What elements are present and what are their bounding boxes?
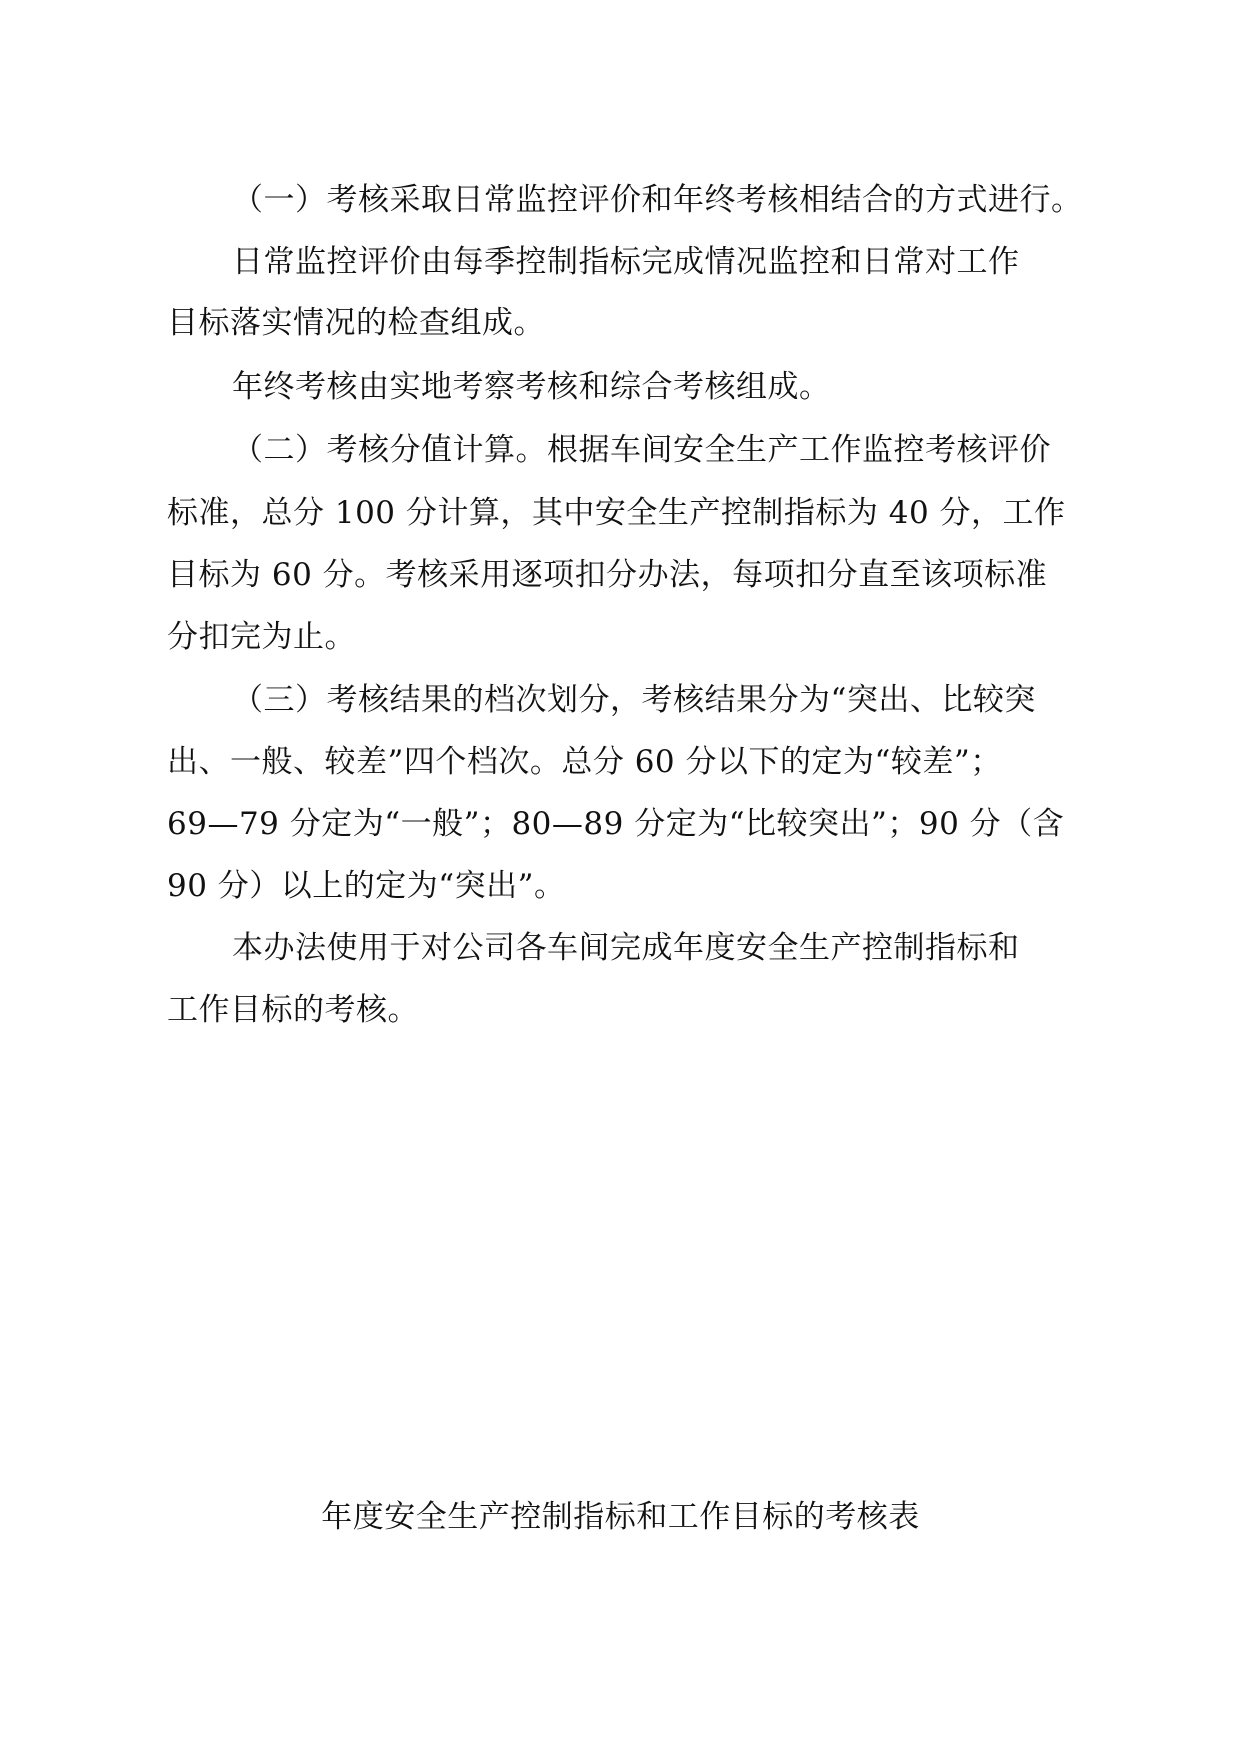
paragraph-line: 出、一般、较差”四个档次。总分 60 分以下的定为“较差”； [167,744,1002,780]
paragraph-line: 日常监控评价由每季控制指标完成情况监控和日常对工作 [232,244,1020,280]
table-title: 年度安全生产控制指标和工作目标的考核表 [321,1499,920,1535]
paragraph-line: 标准，总分 100 分计算，其中安全生产控制指标为 40 分，工作 [167,495,1066,531]
paragraph-line: 年终考核由实地考察考核和综合考核组成。 [232,369,831,405]
paragraph-line: 本办法使用于对公司各车间完成年度安全生产控制指标和 [232,930,1020,966]
paragraph-line: 工作目标的考核。 [167,992,419,1028]
paragraph-line: （一）考核采取日常监控评价和年终考核相结合的方式进行。 [232,182,1083,218]
paragraph-line: 目标落实情况的检查组成。 [167,305,545,341]
paragraph-line: （二）考核分值计算。根据车间安全生产工作监控考核评价 [232,432,1051,468]
paragraph-line: 90 分）以上的定为“突出”。 [167,868,566,904]
paragraph-line: （三）考核结果的档次划分，考核结果分为“突出、比较突 [232,682,1036,718]
paragraph-line: 目标为 60 分。考核采用逐项扣分办法，每项扣分直至该项标准 [167,557,1048,593]
paragraph-line: 分扣完为止。 [167,619,356,655]
paragraph-line: 69—79 分定为“一般”；80—89 分定为“比较突出”；90 分（含 [167,806,1065,842]
